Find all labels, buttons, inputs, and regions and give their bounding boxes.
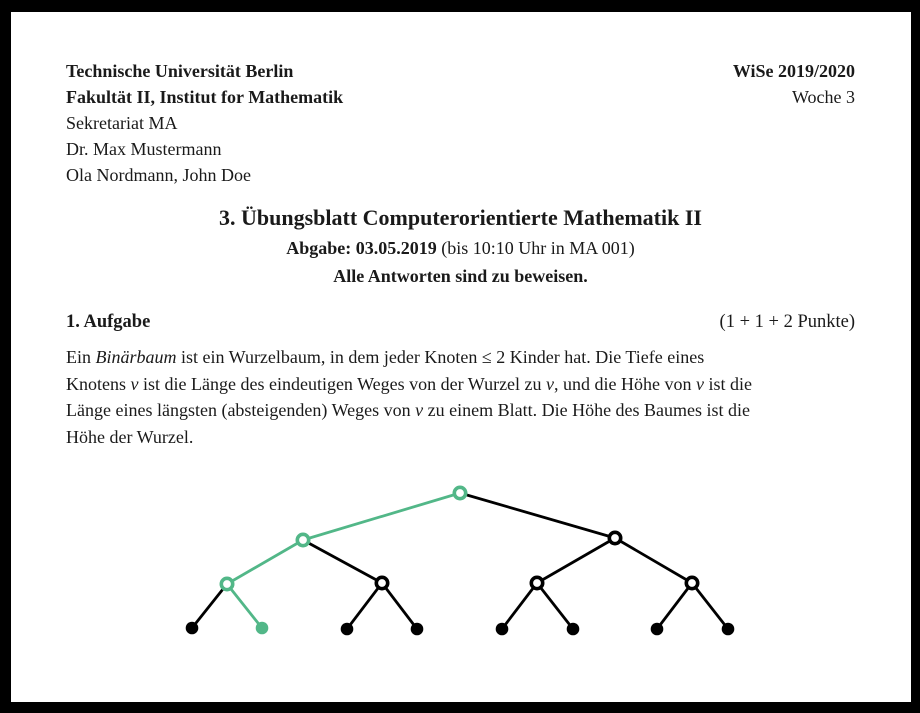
paragraph-line: Länge eines längsten (absteigenden) Weges von v zu einem Blatt. Die Höhe des Baumes ist die: [66, 400, 751, 420]
due-date-bold: Abgabe: 03.05.2019: [286, 238, 437, 258]
tree-edge: [227, 584, 262, 628]
tree-node-l2: [256, 622, 269, 635]
tree-node-n22: [686, 577, 697, 588]
task-paragraph: [66, 344, 855, 450]
proof-note: Alle Antworten sind zu beweisen.: [333, 266, 588, 286]
tree-node-root: [454, 487, 465, 498]
semester-label: WiSe 2019/2020: [732, 61, 855, 81]
tree-edge: [657, 583, 692, 629]
tree-edge: [502, 583, 537, 629]
tree-node-l6: [567, 623, 580, 636]
institution-name: Technische Universität Berlin: [66, 61, 294, 81]
task-points: (1 + 1 + 2 Punkte): [719, 312, 855, 332]
tree-node-l1: [186, 622, 199, 635]
tree-edge: [227, 540, 303, 584]
tree-edge: [537, 538, 615, 583]
tree-edge: [537, 583, 573, 629]
due-date-detail: (bis 10:10 Uhr in MA 001): [436, 238, 635, 258]
tree-node-l7: [651, 623, 664, 636]
header-institution-block: [66, 58, 343, 188]
tree-node-n1: [297, 534, 308, 545]
task-header-row: [66, 309, 855, 335]
task-label: 1. Aufgabe: [66, 312, 151, 332]
tree-edge: [460, 493, 615, 538]
tree-node-n12: [376, 577, 387, 588]
tree-edge: [303, 493, 460, 540]
tree-node-n21: [531, 577, 542, 588]
tree-node-l5: [496, 623, 509, 636]
tree-edge: [615, 538, 692, 583]
sheet-header: [66, 58, 855, 188]
tree-node-l8: [722, 623, 735, 636]
header-term-block: [733, 58, 855, 188]
paragraph-line: Knotens v ist die Länge des eindeutigen Weges von der Wurzel zu v, und die Höhe von v ist die: [66, 373, 753, 394]
sheet-title: 3. Übungsblatt Computerorientierte Mathematik II: [219, 205, 702, 230]
tree-edge: [192, 584, 227, 628]
assistants-names: Ola Nordmann, John Doe: [66, 165, 251, 185]
tree-edge: [382, 583, 417, 629]
tree-edge: [347, 583, 382, 629]
paragraph-line: Höhe der Wurzel.: [66, 426, 194, 447]
faculty-name: Fakultät II, Institut for Mathematik: [66, 87, 344, 107]
tree-edge: [303, 540, 382, 583]
week-label: Woche 3: [791, 87, 855, 107]
tree-node-n11: [221, 578, 232, 589]
secretariat-line: Sekretariat MA: [66, 113, 178, 133]
tree-edge: [692, 583, 728, 629]
tree-node-l4: [411, 623, 424, 636]
tree-node-l3: [341, 623, 354, 636]
title-block: [66, 202, 855, 290]
lecturer-name: Dr. Max Mustermann: [66, 139, 222, 159]
tree-node-n2: [609, 532, 620, 543]
exercise-sheet-page: [11, 12, 911, 702]
paragraph-line: Ein Binärbaum ist ein Wurzelbaum, in dem jeder Knoten ≤ 2 Kinder hat. Die Tiefe eines: [66, 347, 705, 367]
due-date-line: [66, 234, 855, 262]
